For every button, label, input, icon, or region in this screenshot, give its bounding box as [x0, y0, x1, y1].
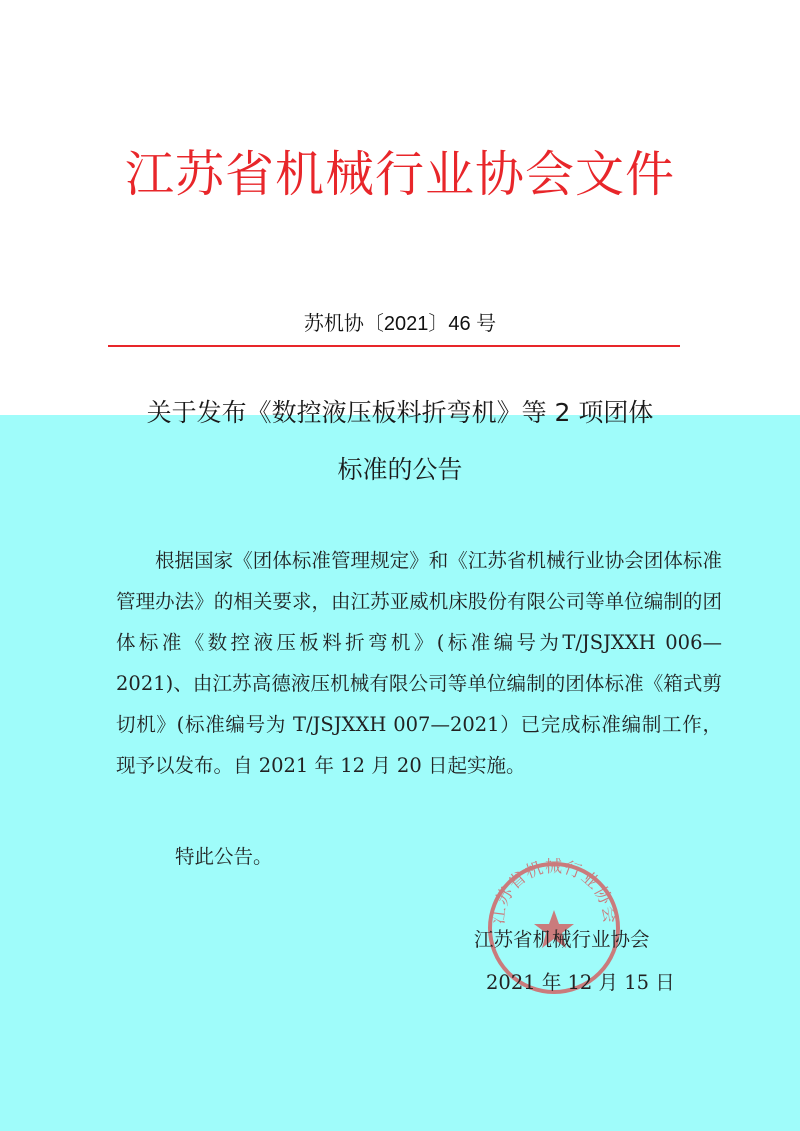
notice-title-line-1: 关于发布《数控液压板料折弯机》等 2 项团体 — [146, 398, 654, 427]
notice-body-paragraph: 根据国家《团体标准管理规定》和《江苏省机械行业协会团体标准管理办法》的相关要求，由江苏亚威机床股份有限公司等单位编制的团体标准《数控液压板料折弯机》(标准编号为T/JSJXXH 006—2021)、由江苏高德液压机械有限公司等单位编制的团体标准《箱式剪切机》(标准编号为 T/JSJXXH 007—2021）已完成标准编制工作，现予以发布。自 2021 年 12 月 20 日起实施。 — [116, 549, 722, 777]
document-number: 苏机协〔2021〕46 号 — [303, 313, 497, 335]
signature-date: 2021 年 12 月 15 日 — [486, 971, 675, 994]
notice-closing: 特此公告。 — [175, 845, 273, 868]
header-divider — [108, 345, 680, 347]
notice-body — [116, 540, 722, 786]
document-header-title: 江苏省机械行业协会文件 — [124, 146, 675, 203]
notice-title-line-2: 标准的公告 — [337, 455, 463, 484]
seal-text: 江苏省机械行业协会 — [488, 858, 620, 926]
signature-organization: 江苏省机械行业协会 — [474, 928, 650, 951]
